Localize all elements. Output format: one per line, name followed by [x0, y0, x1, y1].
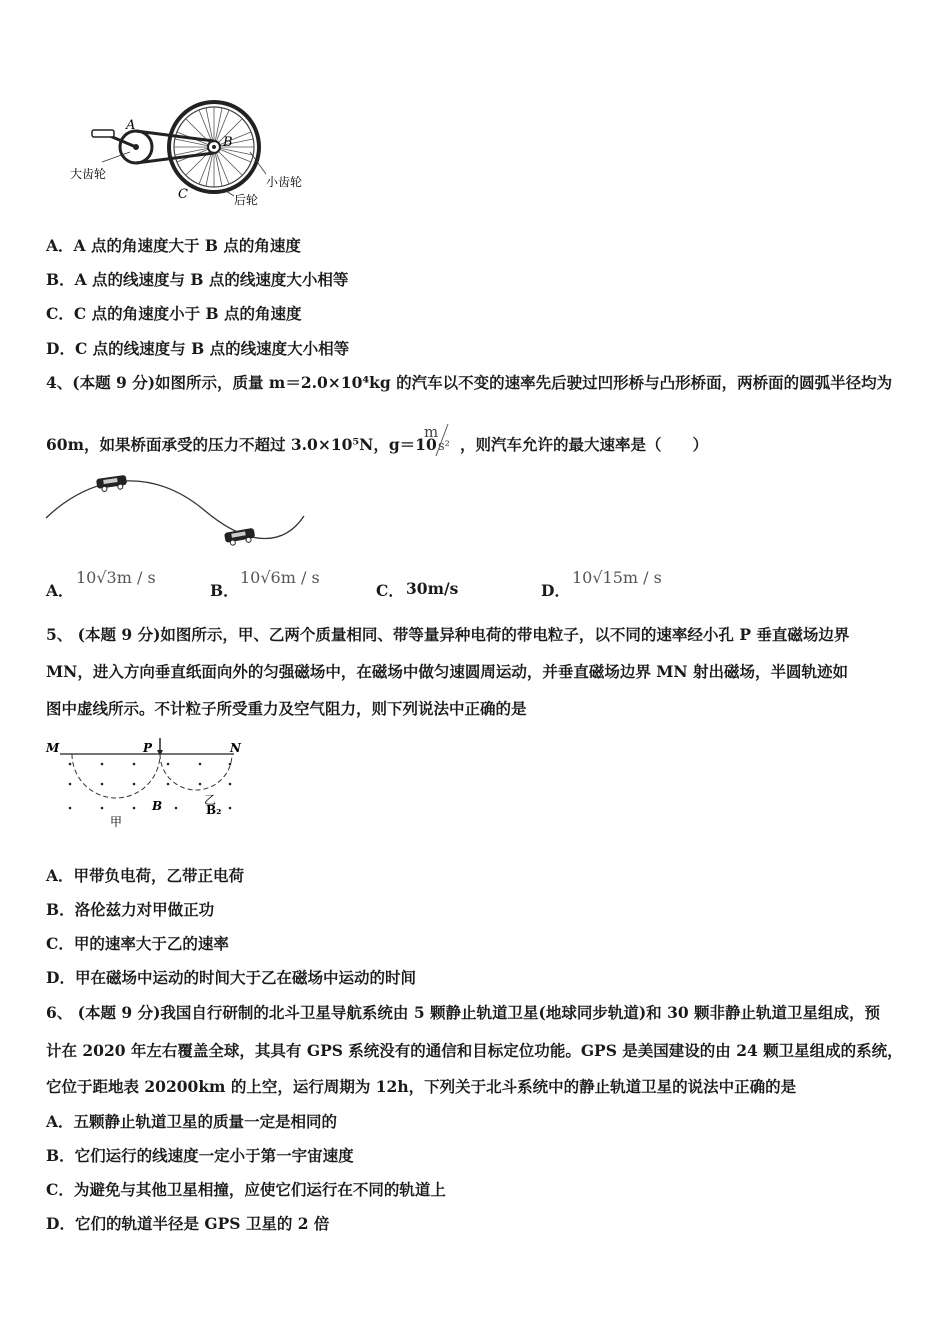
car-top [96, 475, 128, 493]
label-a: A [126, 118, 136, 133]
label-big-gear: 大齿轮 [70, 167, 107, 181]
q4-option-d-letter[interactable]: D． [541, 581, 570, 600]
q6-stem-line3: 它位于距地表 20200km 的上空，运行周期为 12h，下列关于北斗系统中的静止轨道卫星的说法中正确的是 [46, 1077, 797, 1096]
q4-stem-line1: 4、(本题 9 分)如图所示，质量 m＝2.0×10⁴kg 的汽车以不变的速率先后驶过凹形桥与凸形桥面，两桥面的圆弧半径均为 [46, 373, 893, 392]
car-bottom [224, 528, 256, 547]
q4-stem-line2b: ，则汽车允许的最大速率是（ ） [460, 435, 709, 454]
q4-option-a-letter[interactable]: A． [46, 581, 74, 600]
q4-option-b-letter[interactable]: B． [210, 581, 239, 600]
bicycle-gear-figure [66, 92, 326, 214]
q3-option-d[interactable]: D．C 点的线速度与 B 点的线速度大小相等 [46, 339, 350, 358]
q5-stem-line3: 图中虚线所示。不计粒子所受重力及空气阻力，则下列说法中正确的是 [46, 699, 527, 718]
label-m: M [46, 741, 60, 755]
label-n: N [230, 741, 241, 755]
bridge-figure [44, 470, 310, 554]
label-yi: 乙 [204, 793, 217, 807]
label-p: P [143, 741, 153, 755]
q4-option-d-value: 10√15m / s [572, 568, 662, 587]
q6-stem-line2: 计在 2020 年左右覆盖全球，其具有 GPS 系统没有的通信和目标定位功能。GPS 是美国建设的由 24 颗卫星组成的系统， [46, 1041, 903, 1060]
q6-option-b[interactable]: B．它们运行的线速度一定小于第一宇宙速度 [46, 1146, 354, 1165]
label-b: B [223, 135, 233, 150]
q3-option-c[interactable]: C．C 点的角速度小于 B 点的角速度 [46, 304, 302, 323]
q6-option-c[interactable]: C．为避免与其他卫星相撞，应使它们运行在不同的轨道上 [46, 1180, 446, 1199]
q5-option-d[interactable]: D．甲在磁场中运动的时间大于乙在磁场中运动的时间 [46, 968, 416, 987]
q5-stem-line1: 5、 (本题 9 分)如图所示，甲、乙两个质量相同、带等量异种电荷的带电粒子，以不同的速率经小孔 P 垂直磁场边界 [46, 625, 850, 644]
magnetic-field-figure [44, 732, 254, 832]
q6-option-a[interactable]: A．五颗静止轨道卫星的质量一定是相同的 [46, 1112, 338, 1131]
label-b2: B₂ [206, 803, 222, 817]
q4-option-c-value: 30m/s [406, 579, 459, 598]
label-small-gear: 小齿轮 [266, 175, 303, 189]
q5-option-a[interactable]: A．甲带负电荷，乙带正电荷 [46, 866, 245, 885]
q4-stem-line2a: 60m，如果桥面承受的压力不超过 3.0×10⁵N，g＝10 [46, 435, 437, 454]
unit-denominator: s² [438, 439, 450, 454]
q5-stem-line2: MN，进入方向垂直纸面向外的匀强磁场中，在磁场中做匀速圆周运动，并垂直磁场边界 MN 射出磁场，半圆轨迹如 [46, 662, 848, 681]
label-rear-wheel: 后轮 [234, 193, 259, 207]
unit-numerator: m [424, 423, 439, 441]
q4-option-c-letter[interactable]: C． [376, 581, 404, 600]
label-c: C [178, 187, 188, 202]
q6-stem-line1: 6、 (本题 9 分)我国自行研制的北斗卫星导航系统由 5 颗静止轨道卫星(地球同步轨道)和 30 颗非静止轨道卫星组成，预 [46, 1003, 881, 1022]
q3-option-a[interactable]: A．A 点的角速度大于 B 点的角速度 [46, 236, 301, 255]
q4-option-b-value: 10√6m / s [240, 568, 320, 587]
q5-option-b[interactable]: B．洛伦兹力对甲做正功 [46, 900, 215, 919]
q4-option-a-value: 10√3m / s [76, 568, 156, 587]
label-b: B [152, 799, 163, 813]
q6-option-d[interactable]: D．它们的轨道半径是 GPS 卫星的 2 倍 [46, 1214, 330, 1233]
q5-option-c[interactable]: C．甲的速率大于乙的速率 [46, 934, 229, 953]
q3-option-b[interactable]: B．A 点的线速度与 B 点的线速度大小相等 [46, 270, 349, 289]
label-jia: 甲 [110, 815, 123, 829]
